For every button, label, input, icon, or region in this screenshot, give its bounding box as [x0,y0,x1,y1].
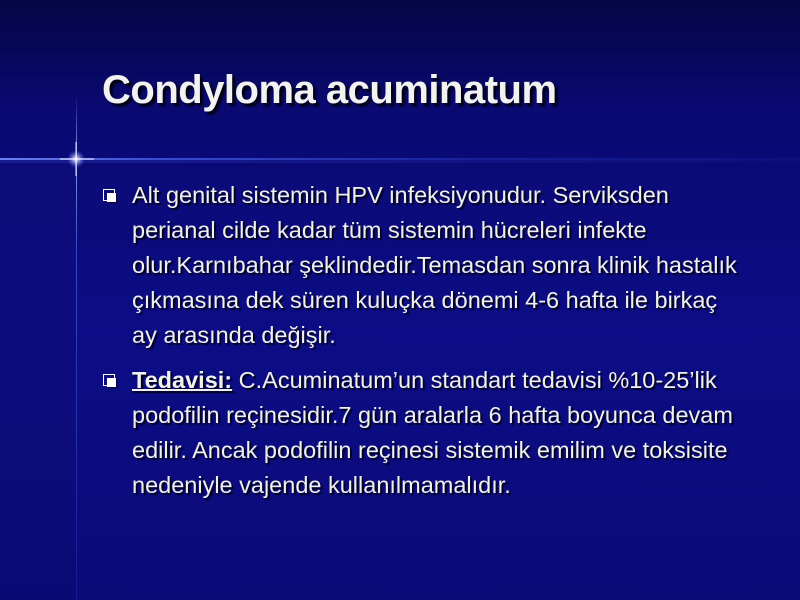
bullet-list [102,178,742,513]
bullet-text: C.Acuminatum’un standart tedavisi %10-25’lik podofilin reçinesidir.7 gün aralarla 6 hafta boyunca devam edilir. Ancak podofilin reçinesi sistemik emilim ve toksisite nedeniyle vajende kullanılmamalıdır. [132,367,733,498]
bullet-text: Alt genital sistemin HPV infeksiyonudur. Serviksden perianal cilde kadar tüm sistemin hücreleri infekte olur.Karnıbahar şeklindedir.Temasdan sonra klinik hastalık çıkmasına dek süren kuluçka dönemi 4-6 hafta ile birkaç ay arasında değişir. [132,182,737,348]
decorative-left-band [0,160,76,600]
bullet-item-tedavisi [102,363,742,503]
slide-title: Condyloma acuminatum [102,68,557,112]
hollow-square-bullet-icon [103,374,117,388]
decorative-vertical-line [76,95,77,600]
bullet-label: Tedavisi: [132,367,233,393]
decorative-horizontal-shadow [0,160,800,163]
bullet-item-hpv [102,178,742,353]
hollow-square-bullet-icon [103,189,117,203]
